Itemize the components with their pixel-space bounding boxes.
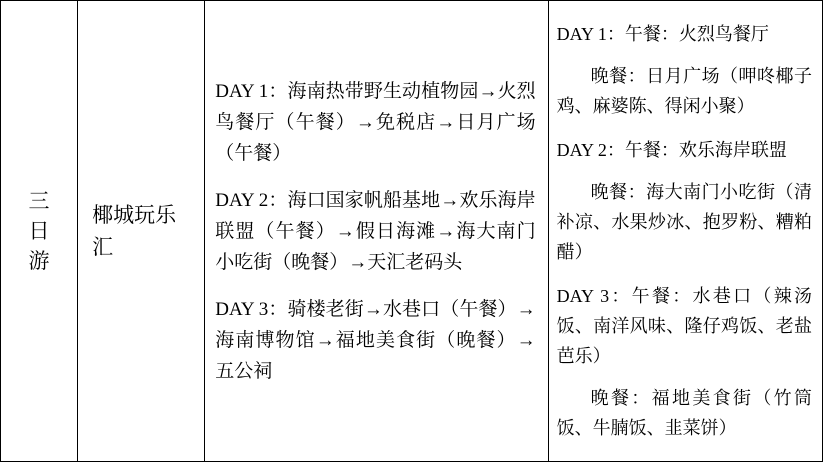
meal-day-1-lunch: DAY 1：午餐：火烈鸟餐厅 xyxy=(556,24,769,44)
meal-day-3-dinner: 晚餐：福地美食街（竹筒饭、牛腩饭、韭菜饼） xyxy=(556,388,812,438)
plan-day-1: DAY 1：海南热带野生动植物园→火烈鸟餐厅（午餐）→免税店→日月广场（午餐） xyxy=(215,80,536,164)
meal-day-2-lunch: DAY 2：午餐：欢乐海岸联盟 xyxy=(556,140,787,160)
meal-day-3-lunch: DAY 3：午餐：水巷口（辣汤饭、南洋风味、隆仔鸡饭、老盐芭乐） xyxy=(556,286,812,366)
table-row xyxy=(1,1,823,462)
trip-title-cell xyxy=(1,1,78,462)
trip-title-text: 三日游 xyxy=(28,189,50,273)
itinerary-plan-content xyxy=(205,68,547,395)
product-name-text: 椰城玩乐汇 xyxy=(92,203,177,259)
meals-cell xyxy=(548,1,822,462)
plan-day-2: DAY 2：海口国家帆船基地→欢乐海岸联盟（午餐）→假日海滩→海大南门小吃街（晚餐）→天汇老码头 xyxy=(215,189,536,273)
meal-day-2-dinner: 晚餐：海大南门小吃街（清补凉、水果炒冰、抱罗粉、糟粕醋） xyxy=(556,182,812,262)
meals-content xyxy=(549,13,822,449)
meal-day-1-dinner: 晚餐：日月广场（呷咚椰子鸡、麻婆陈、得闲小聚） xyxy=(556,66,812,116)
plan-day-3: DAY 3：骑楼老街→水巷口（午餐）→海南博物馆→福地美食街（晚餐）→五公祠 xyxy=(215,298,536,382)
itinerary-plan-cell xyxy=(205,1,548,462)
product-name-cell xyxy=(78,1,205,462)
